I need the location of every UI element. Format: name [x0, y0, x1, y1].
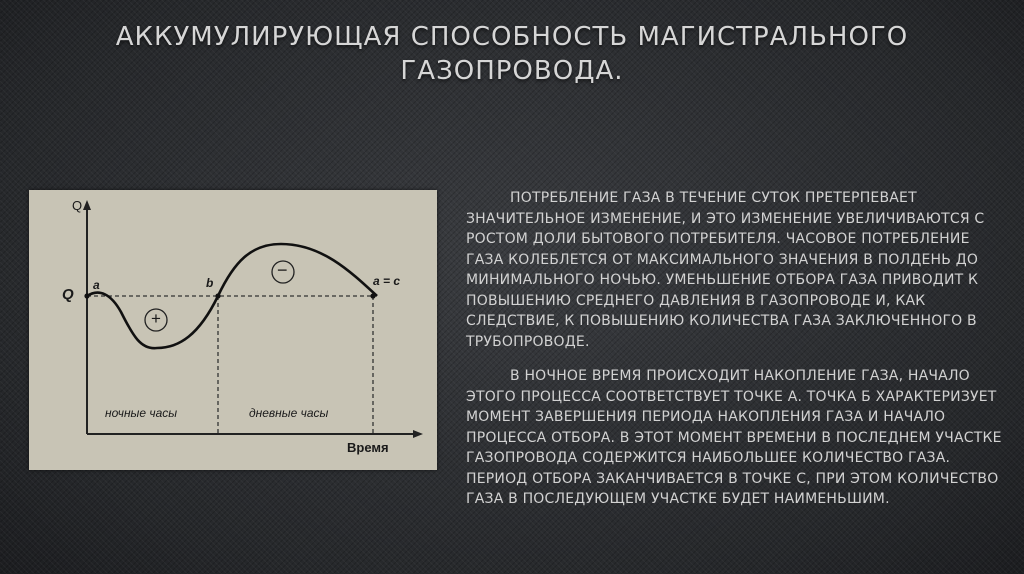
- x-axis-arrow: [413, 430, 423, 438]
- minus-sign: −: [277, 260, 288, 280]
- body-text: [466, 188, 1006, 524]
- point-b-marker: [215, 293, 220, 298]
- gas-consumption-diagram: [29, 190, 437, 470]
- plus-sign: +: [151, 309, 161, 328]
- point-ac-label: a = c: [373, 274, 401, 288]
- point-b-label: b: [206, 276, 214, 290]
- paragraph-2: В НОЧНОЕ ВРЕМЯ ПРОИСХОДИТ НАКОПЛЕНИЕ ГАЗА, НАЧАЛО ЭТОГО ПРОЦЕССА СООТВЕТСТВУЕТ ТОЧКЕ А. ТОЧКА Б ХАРАКТЕРИЗУЕТ МОМЕНТ ЗАВЕРШЕНИЯ ПЕРИОДА НАКОПЛЕНИЯ ГАЗА И НАЧАЛО ПРОЦЕССА ОТБОРА. В ЭТОТ МОМЕНТ ВРЕМЕНИ В ПОСЛЕДНЕМ УЧАСТКЕ ГАЗОПРОВОДА СОДЕРЖИТСЯ НАИБОЛЬШЕЕ КОЛИЧЕСТВО ГАЗА. ПЕРИОД ОТБОРА ЗАКАНЧИВАЕТСЯ В ТОЧКЕ С, ПРИ ЭТОМ КОЛИЧЕСТВО ГАЗА В ПОСЛЕДУЮЩЕМ УЧАСТКЕ БУДЕТ НАИМЕНЬШИМ.: [466, 368, 1002, 507]
- day-hours-label: дневные часы: [249, 406, 329, 420]
- x-axis-label: Время: [347, 440, 389, 455]
- point-a-marker: [84, 293, 89, 298]
- y-axis-arrow: [83, 200, 91, 210]
- point-a-label: a: [93, 278, 100, 292]
- y-axis-label: Q: [72, 198, 83, 213]
- level-label: Q: [62, 286, 74, 303]
- diagram-drawing: [29, 190, 437, 470]
- slide-title: АККУМУЛИРУЮЩАЯ СПОСОБНОСТЬ МАГИСТРАЛЬНОГО ГАЗОПРОВОДА.: [115, 22, 909, 86]
- night-hours-label: ночные часы: [105, 406, 178, 420]
- point-c-marker: [370, 293, 375, 298]
- paragraph-1: ПОТРЕБЛЕНИЕ ГАЗА В ТЕЧЕНИЕ СУТОК ПРЕТЕРПЕВАЕТ ЗНАЧИТЕЛЬНОЕ ИЗМЕНЕНИЕ, И ЭТО ИЗМЕНЕНИЕ УВЕЛИЧИВАЮТСЯ С РОСТОМ ДОЛИ БЫТОВОГО ПОТРЕБИТЕЛЯ. ЧАСОВОЕ ПОТРЕБЛЕНИЕ ГАЗА КОЛЕБЛЕТСЯ ОТ МАКСИМАЛЬНОГО ЗНАЧЕНИЯ В ПОЛДЕНЬ ДО МИНИМАЛЬНОГО НОЧЬЮ. УМЕНЬШЕНИЕ ОТБОРА ГАЗА ПРИВОДИТ К ПОВЫШЕНИЮ СРЕДНЕГО ДАВЛЕНИЯ В ГАЗОПРОВОДЕ И, КАК СЛЕДСТВИЕ, К ПОВЫШЕНИЮ КОЛИЧЕСТВА ГАЗА ЗАКЛЮЧЕННОГО В ТРУБОПРОВОДЕ.: [466, 190, 985, 350]
